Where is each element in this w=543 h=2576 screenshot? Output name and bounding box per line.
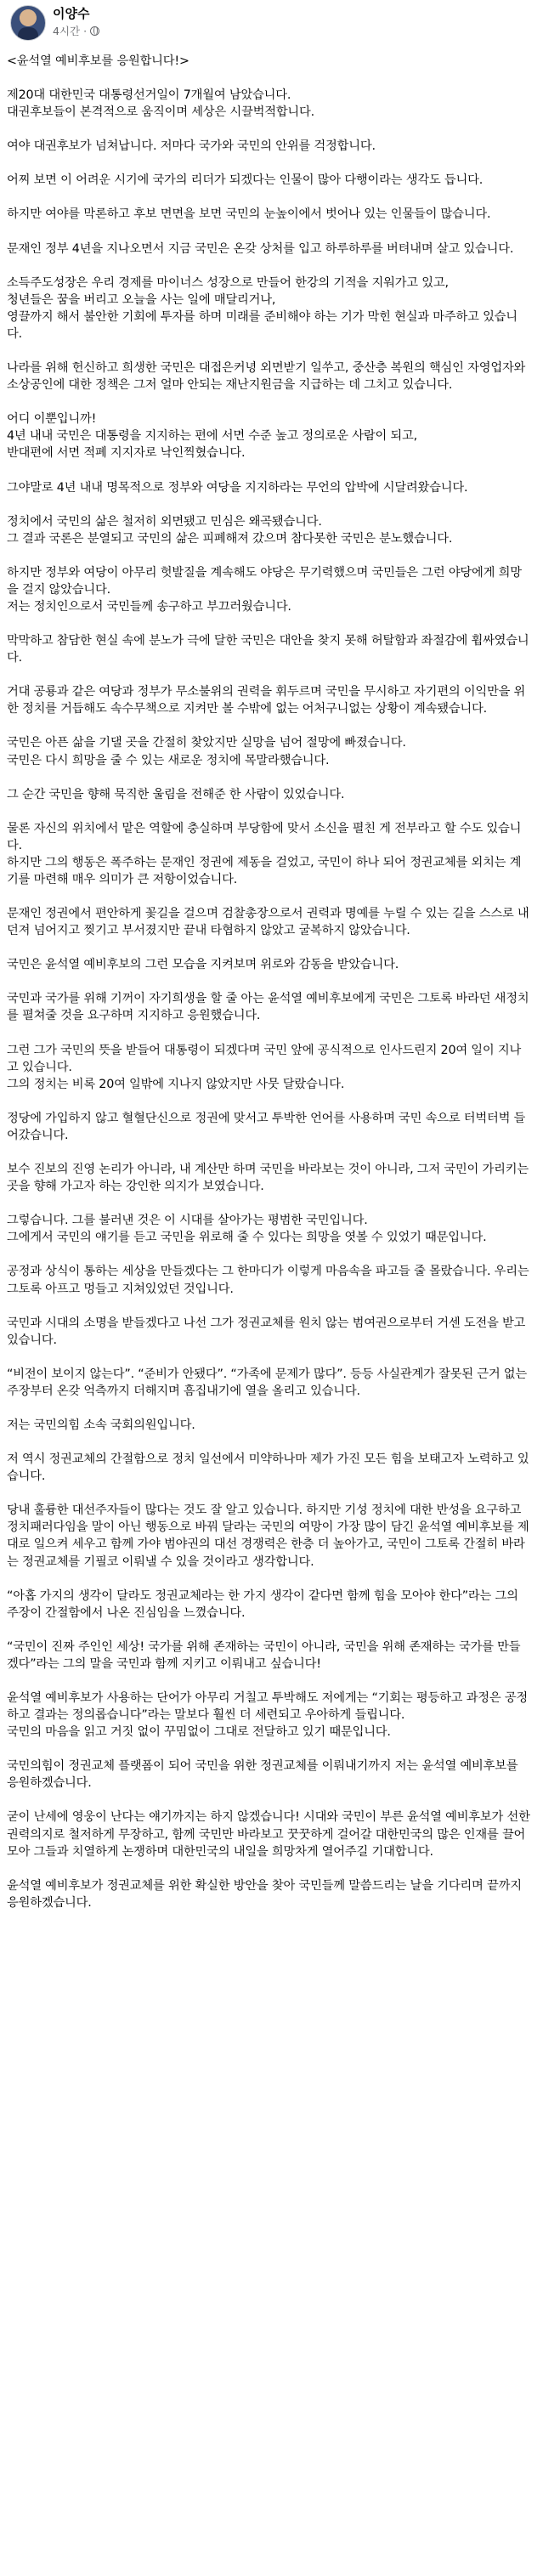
globe-icon xyxy=(90,26,99,36)
post-paragraph: 윤석열 예비후보가 정권교체를 위한 확실한 방안을 찾아 국민들께 말씀드리는 날을 기다리며 끝까지 응원하겠습니다. xyxy=(7,1878,522,1910)
author-name[interactable]: 이양수 xyxy=(53,6,90,21)
post-paragraph: 윤석열 예비후보가 사용하는 단어가 아무리 거칠고 투박해도 저에게는 “기회는 평등하고 과정은 공정하고 결과는 정의롭습니다”라는 말보다 훨씬 더 세련되고 우아하게 들립니다. 국민의 마음을 읽고 거짓 없이 꾸밈없이 그대로 전달하고 있기 때문입니다. xyxy=(7,1691,529,1740)
post-paragraph: 그런 그가 국민의 뜻을 받들어 대통령이 되겠다며 국민 앞에 공식적으로 인사드린지 20여 일이 지나고 있습니다. 그의 정치는 비록 20여 일밖에 지나지 않았지만 사뭇 달랐습니다. xyxy=(7,1043,522,1091)
post-time[interactable]: 4시간 xyxy=(53,25,81,37)
post-paragraph: 거대 공룡과 같은 여당과 정부가 무소불위의 권력을 휘두르며 국민을 무시하고 자기편의 이익만을 위한 정치를 거듭해도 속수무책으로 지켜만 볼 수밖에 없는 어처구니없는 상황이 계속됐습니다. xyxy=(7,685,526,716)
post-paragraph: 국민은 아픈 삶을 기댈 곳을 간절히 찾았지만 실망을 넘어 절망에 빠졌습니다. 국민은 다시 희망을 줄 수 있는 새로운 정치에 목말라했습니다. xyxy=(7,736,406,767)
post-paragraph: 문재인 정권에서 편안하게 꽃길을 걸으며 검찰총장으로서 권력과 명예를 누릴 수 있는 길을 스스로 내던져 넘어지고 찢기고 부서졌지만 끝내 타협하지 않았고 굴복하지 않았습니다. xyxy=(7,907,529,938)
post-paragraph: 어찌 보면 이 어려운 시기에 국가의 리더가 되겠다는 인물이 많아 다행이라는 생각도 듭니다. xyxy=(7,173,484,188)
post-paragraph: 정치에서 국민의 삶은 철저히 외면됐고 민심은 왜곡됐습니다. 그 결과 국론은 분열되고 국민의 삶은 피폐해져 갔으며 참다못한 국민은 분노했습니다. xyxy=(7,514,453,546)
post-paragraph: 국민은 윤석열 예비후보의 그런 모습을 지켜보며 위로와 감동을 받았습니다. xyxy=(7,958,399,972)
post-paragraph: 제20대 대한민국 대통령선거일이 7개월여 남았습니다. 대권후보들이 본격적으로 움직이며 세상은 시끌벅적합니다. xyxy=(7,88,314,120)
avatar[interactable] xyxy=(10,5,46,41)
post-paragraph: 여야 대권후보가 넘쳐납니다. 저마다 국가와 국민의 안위를 걱정합니다. xyxy=(7,139,376,154)
post-paragraph: 국민과 국가를 위해 기꺼이 자기희생을 할 줄 아는 윤석열 예비후보에게 국민은 그토록 바라던 새정치를 펼쳐줄 것을 요구하며 지지하고 응원했습니다. xyxy=(7,992,529,1023)
post-paragraph: “국민이 진짜 주인인 세상! 국가를 위해 존재하는 국민이 아니라, 국민을 위해 존재하는 국가를 만들겠다”라는 그의 말을 국민과 함께 지키고 이뤄내고 싶습니다! xyxy=(7,1639,521,1671)
post-paragraph: 그 순간 국민을 향해 묵직한 울림을 전해준 한 사람이 있었습니다. xyxy=(7,787,345,801)
post-paragraph: 당내 훌륭한 대선주자들이 많다는 것도 잘 알고 있습니다. 하지만 기성 정치에 대한 반성을 요구하고 정치패러다임을 말이 아닌 행동으로 바꿔 달라는 국민의 여망이 가장 많이 담긴 윤석열 예비후보를 제대로 일으켜 세우고 함께 가야 범야권의 대선 경쟁력은 한층 더 높아가고, 국민이 그토록 간절히 바라는 정권교체를 기필코 이뤄낼 수 있을 것이라고 생각합니다. xyxy=(7,1503,529,1569)
post-paragraph: <윤석열 예비후보를 응원합니다!> xyxy=(7,54,189,68)
post-paragraph: 보수 진보의 진영 논리가 아니라, 내 계산만 하며 국민을 바라보는 것이 아니라, 그저 국민이 가리키는 곳을 향해 가고자 하는 강인한 의지가 보였습니다. xyxy=(7,1163,529,1194)
post-meta xyxy=(53,23,99,38)
post-body xyxy=(7,53,530,1928)
post-paragraph: 그렇습니다. 그를 불러낸 것은 이 시대를 살아가는 평범한 국민입니다. 그에게서 국민의 얘기를 듣고 국민을 위로해 줄 수 있다는 희망을 엿볼 수 있었기 때문입니다. xyxy=(7,1214,487,1245)
post-paragraph: 소득주도성장은 우리 경제를 마이너스 성장으로 만들어 한강의 기적을 지워가고 있고, 청년들은 꿈을 버리고 오늘을 사는 일에 매달리거나, 영끌까지 해서 불안한 기회에 투자를 하며 미래를 준비해야 하는 기가 막힌 현실과 마주하고 있습니다. xyxy=(7,275,518,341)
post-paragraph: 저는 국민의힘 소속 국회의원입니다. xyxy=(7,1418,195,1432)
post-paragraph: “비전이 보이지 않는다”. “준비가 안됐다”. “가족에 문제가 많다”. 등등 사실관계가 잘못된 근거 없는 주장부터 온갖 억측까지 더해지며 흠집내기에 열을 올리고 있습니다. xyxy=(7,1367,528,1398)
post-paragraph: 하지만 정부와 여당이 아무리 헛발질을 계속해도 야당은 무기력했으며 국민들은 그런 야당에게 희망을 걸지 않았습니다. 저는 정치인으로서 국민들께 송구하고 부끄러웠습니다. xyxy=(7,565,522,614)
post-paragraph: 국민의힘이 정권교체 플랫폼이 되어 국민을 위한 정권교체를 이뤄내기까지 저는 윤석열 예비후보를 응원하겠습니다. xyxy=(7,1759,518,1791)
post-paragraph: 굳이 난세에 영웅이 난다는 얘기까지는 하지 않겠습니다! 시대와 국민이 부른 윤석열 예비후보가 선한 권력의지로 철저하게 무장하고, 함께 국민만 바라보고 꿋꿋하게 걸어갈 대한민국의 많은 인재를 끌어모아 그들과 치열하게 논쟁하며 대한민국의 내일을 희망차게 열어주길 기대합니다. xyxy=(7,1810,530,1859)
post-paragraph: 저 역시 정권교체의 간절함으로 정치 일선에서 미약하나마 제가 가진 모든 힘을 보태고자 노력하고 있습니다. xyxy=(7,1452,529,1484)
post-paragraph: 공정과 상식이 통하는 세상을 만들겠다는 그 한마디가 이렇게 마음속을 파고들 줄 몰랐습니다. 우리는 그토록 아프고 멍들고 지쳐있었던 것입니다. xyxy=(7,1265,529,1296)
post-paragraph: “아홉 가지의 생각이 달라도 정권교체라는 한 가지 생각이 같다면 함께 힘을 모아야 한다”라는 그의 주장이 간절함에서 나온 진심임을 느꼈습니다. xyxy=(7,1588,518,1620)
post-paragraph: 문재인 정부 4년을 지나오면서 지금 국민은 온갖 상처를 입고 하루하루를 버텨내며 살고 있습니다. xyxy=(7,241,514,256)
meta-separator: · xyxy=(83,24,88,37)
post-paragraph: 하지만 여야를 막론하고 후보 면면을 보면 국민의 눈높이에서 벗어나 있는 인물들이 많습니다. xyxy=(7,207,491,222)
post-paragraph: 정당에 가입하지 않고 혈혈단신으로 정권에 맞서고 투박한 언어를 사용하며 국민 속으로 터벅터벅 들어갔습니다. xyxy=(7,1111,526,1142)
post-paragraph: 막막하고 참담한 현실 속에 분노가 극에 달한 국민은 대안을 찾지 못해 허탈함과 좌절감에 휩싸였습니다. xyxy=(7,634,529,665)
post-paragraph: 물론 자신의 위치에서 맡은 역할에 충실하며 부당함에 맞서 소신을 펼친 게 전부라고 할 수도 있습니다. 하지만 그의 행동은 폭주하는 문재인 정권에 제동을 걸었고, 국민이 하나 되어 정권교체를 외치는 계기를 마련해 매우 의미가 큰 저항이었습니다. xyxy=(7,821,522,886)
post-paragraph: 그야말로 4년 내내 명목적으로 정부와 여당을 지지하라는 무언의 압박에 시달려왔습니다. xyxy=(7,480,468,495)
post-paragraph: 어디 이뿐입니까! 4년 내내 국민은 대통령을 지지하는 편에 서면 수준 높고 정의로운 사람이 되고, 반대편에 서면 적폐 지지자로 낙인찍혔습니다. xyxy=(7,412,417,461)
post-paragraph: 국민과 시대의 소명을 받들겠다고 나선 그가 정권교체를 원치 않는 범여권으로부터 거센 도전을 받고 있습니다. xyxy=(7,1316,526,1347)
post-header xyxy=(0,0,543,51)
post-paragraph: 나라를 위해 헌신하고 희생한 국민은 대접은커녕 외면받기 일쑤고, 중산층 복원의 핵심인 자영업자와 소상공인에 대한 정책은 그저 얼마 안되는 재난지원금을 지급하는 데 그치고 있습니다. xyxy=(7,361,526,393)
